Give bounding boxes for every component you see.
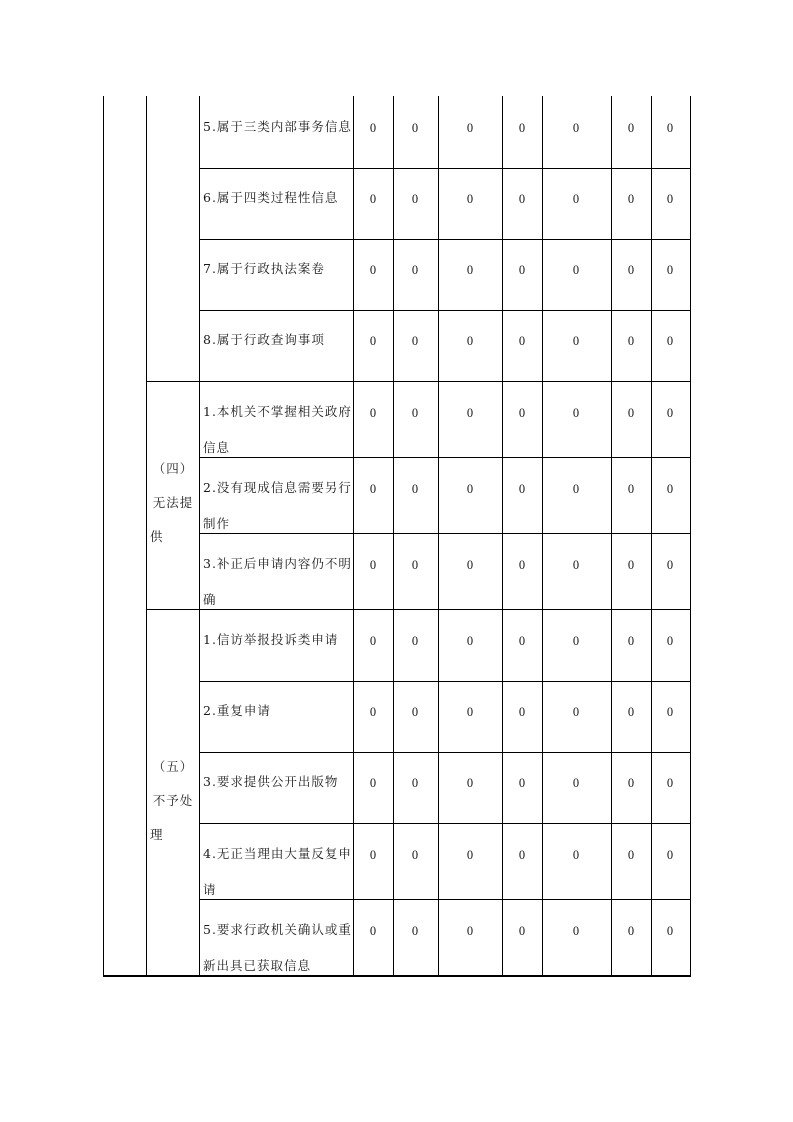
value-cell: 0	[572, 121, 580, 135]
value-cell: 0	[518, 406, 526, 420]
value-cell: 0	[627, 776, 635, 790]
value-cell: 0	[666, 924, 674, 938]
row-label-line: 新出具已获取信息	[203, 958, 312, 973]
column-divider	[438, 96, 439, 976]
value-cell: 0	[627, 406, 635, 420]
row-label-line: 请	[203, 882, 217, 897]
value-cell: 0	[572, 924, 580, 938]
value-cell: 0	[627, 705, 635, 719]
row-label	[203, 836, 352, 908]
row-label-line: 2.没有现成信息需要另行	[203, 480, 352, 495]
value-cell: 0	[572, 406, 580, 420]
value-cell: 0	[369, 776, 377, 790]
value-cell: 0	[666, 406, 674, 420]
value-cell: 0	[466, 705, 474, 719]
value-cell: 0	[411, 482, 419, 496]
value-cell: 0	[411, 848, 419, 862]
value-cell: 0	[666, 482, 674, 496]
value-cell: 0	[666, 634, 674, 648]
value-cell: 0	[411, 705, 419, 719]
group-label-line: 无法提	[152, 495, 194, 510]
value-cell: 0	[518, 776, 526, 790]
value-cell: 0	[666, 192, 674, 206]
row-label: 8.属于行政查询事项	[203, 332, 325, 347]
value-cell: 0	[572, 634, 580, 648]
value-cell: 0	[411, 558, 419, 572]
value-cell: 0	[411, 634, 419, 648]
column-divider	[353, 96, 354, 976]
row-label: 7.属于行政执法案卷	[203, 261, 325, 276]
value-cell: 0	[411, 192, 419, 206]
value-cell: 0	[369, 406, 377, 420]
row-label-line: 1.本机关不掌握相关政府	[203, 404, 352, 419]
value-cell: 0	[572, 848, 580, 862]
value-cell: 0	[572, 776, 580, 790]
row-label: 1.信访举报投诉类申请	[203, 632, 339, 647]
value-cell: 0	[518, 558, 526, 572]
row-label-line: 信息	[203, 440, 231, 455]
value-cell: 0	[411, 263, 419, 277]
row-label: 3.要求提供公开出版物	[203, 774, 339, 789]
value-cell: 0	[369, 634, 377, 648]
row-divider	[199, 239, 691, 240]
row-label	[203, 394, 352, 466]
value-cell: 0	[518, 121, 526, 135]
value-cell: 0	[411, 121, 419, 135]
value-cell: 0	[369, 705, 377, 719]
value-cell: 0	[627, 924, 635, 938]
row-label-line: 制作	[203, 516, 231, 531]
value-cell: 0	[518, 924, 526, 938]
group-label-line: （五）	[152, 759, 194, 774]
group-label-five	[150, 750, 196, 852]
column-divider	[542, 96, 543, 976]
value-cell: 0	[518, 848, 526, 862]
value-cell: 0	[666, 263, 674, 277]
value-cell: 0	[466, 334, 474, 348]
row-divider	[199, 168, 691, 169]
value-cell: 0	[627, 334, 635, 348]
value-cell: 0	[369, 263, 377, 277]
value-cell: 0	[466, 406, 474, 420]
row-label: 6.属于四类过程性信息	[203, 190, 339, 205]
row-label-line: 确	[203, 592, 217, 607]
column-divider	[199, 96, 200, 976]
group-label-line: 理	[150, 827, 164, 842]
value-cell: 0	[518, 334, 526, 348]
value-cell: 0	[627, 558, 635, 572]
row-label-line: 5.要求行政机关确认或重	[203, 922, 352, 937]
value-cell: 0	[369, 924, 377, 938]
value-cell: 0	[666, 848, 674, 862]
value-cell: 0	[627, 121, 635, 135]
value-cell: 0	[627, 192, 635, 206]
column-divider	[611, 96, 612, 976]
column-divider	[393, 96, 394, 976]
value-cell: 0	[666, 334, 674, 348]
row-label	[203, 470, 352, 542]
value-cell: 0	[518, 482, 526, 496]
value-cell: 0	[466, 848, 474, 862]
row-label: 2.重复申请	[203, 703, 271, 718]
column-divider	[502, 96, 503, 976]
value-cell: 0	[572, 558, 580, 572]
value-cell: 0	[518, 263, 526, 277]
column-divider	[651, 96, 652, 976]
row-divider	[199, 681, 691, 682]
value-cell: 0	[666, 121, 674, 135]
value-cell: 0	[411, 924, 419, 938]
value-cell: 0	[572, 482, 580, 496]
value-cell: 0	[627, 848, 635, 862]
value-cell: 0	[627, 634, 635, 648]
row-divider	[199, 823, 691, 824]
group-label-line: 供	[150, 529, 164, 544]
value-cell: 0	[466, 558, 474, 572]
table-border-right	[690, 96, 691, 976]
value-cell: 0	[369, 334, 377, 348]
value-cell: 0	[627, 482, 635, 496]
value-cell: 0	[369, 558, 377, 572]
value-cell: 0	[518, 634, 526, 648]
value-cell: 0	[466, 776, 474, 790]
value-cell: 0	[572, 334, 580, 348]
value-cell: 0	[572, 192, 580, 206]
value-cell: 0	[466, 263, 474, 277]
value-cell: 0	[411, 334, 419, 348]
group-label-line: （四）	[152, 461, 194, 476]
value-cell: 0	[466, 192, 474, 206]
group-label-line: 不予处	[152, 793, 194, 808]
value-cell: 0	[369, 192, 377, 206]
row-label-line: 3.补正后申请内容仍不明	[203, 556, 352, 571]
value-cell: 0	[518, 705, 526, 719]
value-cell: 0	[666, 558, 674, 572]
value-cell: 0	[466, 121, 474, 135]
value-cell: 0	[466, 924, 474, 938]
row-divider	[199, 310, 691, 311]
table-border-left	[103, 96, 104, 976]
value-cell: 0	[518, 192, 526, 206]
value-cell: 0	[666, 776, 674, 790]
value-cell: 0	[666, 705, 674, 719]
group-label-four	[150, 452, 196, 554]
row-label	[203, 546, 352, 618]
row-label-line: 4.无正当理由大量反复申	[203, 846, 352, 861]
value-cell: 0	[627, 263, 635, 277]
value-cell: 0	[572, 705, 580, 719]
value-cell: 0	[411, 406, 419, 420]
value-cell: 0	[411, 776, 419, 790]
table-border-bottom	[103, 975, 691, 977]
row-label: 5.属于三类内部事务信息	[203, 119, 352, 134]
value-cell: 0	[369, 121, 377, 135]
value-cell: 0	[466, 482, 474, 496]
value-cell: 0	[369, 848, 377, 862]
value-cell: 0	[466, 634, 474, 648]
row-divider	[199, 752, 691, 753]
column-divider	[146, 96, 147, 976]
value-cell: 0	[369, 482, 377, 496]
row-label	[203, 912, 352, 984]
row-divider	[146, 381, 691, 382]
value-cell: 0	[572, 263, 580, 277]
